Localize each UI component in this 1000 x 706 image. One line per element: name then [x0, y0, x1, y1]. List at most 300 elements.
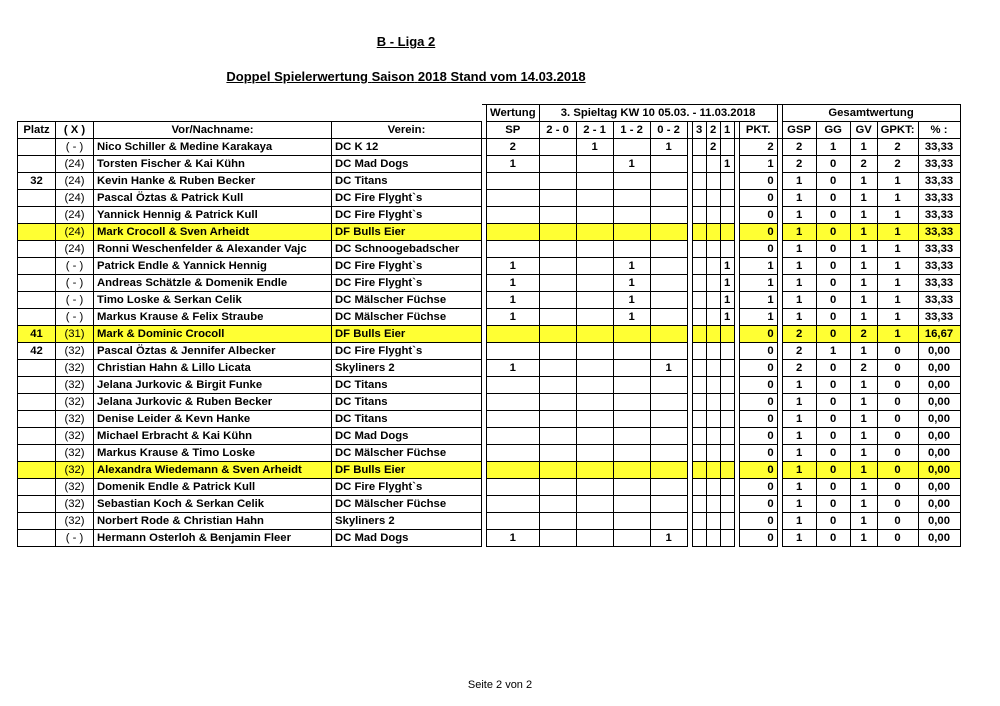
col-pct: % :	[918, 122, 960, 139]
cell-name: Yannick Hennig & Patrick Kull	[94, 207, 332, 224]
subtitle-part4: 2018	[417, 69, 447, 84]
cell-pct: 0,00	[918, 445, 960, 462]
cell-gpkt: 0	[877, 496, 918, 513]
cell-s21: 1	[576, 139, 613, 156]
cell-p3	[692, 326, 706, 343]
cell-s21	[576, 258, 613, 275]
cell-name: Norbert Rode & Christian Hahn	[94, 513, 332, 530]
cell-x: (24)	[56, 207, 94, 224]
cell-gg: 0	[816, 326, 850, 343]
cell-pkt: 0	[739, 377, 777, 394]
cell-platz	[18, 292, 56, 309]
cell-p2	[706, 513, 720, 530]
cell-p1	[720, 411, 734, 428]
cell-p1	[720, 428, 734, 445]
cell-s20	[539, 241, 576, 258]
cell-platz	[18, 241, 56, 258]
cell-s02	[650, 190, 687, 207]
cell-s02	[650, 173, 687, 190]
cell-platz: 32	[18, 173, 56, 190]
cell-name: Timo Loske & Serkan Celik	[94, 292, 332, 309]
cell-verein: DF Bulls Eier	[332, 462, 482, 479]
cell-p3	[692, 462, 706, 479]
header-gesamtwertung: Gesamtwertung	[782, 105, 960, 122]
cell-p2	[706, 411, 720, 428]
cell-gpkt: 1	[877, 309, 918, 326]
cell-p2	[706, 377, 720, 394]
cell-s21	[576, 309, 613, 326]
cell-x: (24)	[56, 173, 94, 190]
cell-p1	[720, 224, 734, 241]
cell-s12	[613, 377, 650, 394]
cell-gpkt: 0	[877, 445, 918, 462]
cell-p2	[706, 292, 720, 309]
col-pkt: PKT.	[739, 122, 777, 139]
cell-p3	[692, 139, 706, 156]
cell-pct: 0,00	[918, 411, 960, 428]
cell-gg: 0	[816, 462, 850, 479]
cell-pkt: 1	[739, 309, 777, 326]
cell-gg: 0	[816, 224, 850, 241]
cell-gpkt: 1	[877, 190, 918, 207]
cell-p3	[692, 479, 706, 496]
cell-s21	[576, 513, 613, 530]
cell-s02	[650, 377, 687, 394]
cell-pkt: 2	[739, 139, 777, 156]
cell-gpkt: 1	[877, 326, 918, 343]
cell-s02	[650, 156, 687, 173]
cell-p1	[720, 190, 734, 207]
cell-x: ( - )	[56, 139, 94, 156]
cell-p3	[692, 496, 706, 513]
cell-gpkt: 2	[877, 156, 918, 173]
cell-p3	[692, 445, 706, 462]
table-row	[18, 156, 961, 173]
cell-gpkt: 0	[877, 411, 918, 428]
table-row	[18, 445, 961, 462]
cell-pct: 0,00	[918, 479, 960, 496]
cell-platz	[18, 360, 56, 377]
cell-sp	[487, 241, 540, 258]
cell-x: (32)	[56, 479, 94, 496]
cell-s12	[613, 207, 650, 224]
cell-name: Mark Crocoll & Sven Arheidt	[94, 224, 332, 241]
cell-p3	[692, 207, 706, 224]
col-1-2: 1 - 2	[613, 122, 650, 139]
cell-gpkt: 1	[877, 224, 918, 241]
cell-pct: 0,00	[918, 513, 960, 530]
cell-p2	[706, 496, 720, 513]
header-wertung: Wertung	[487, 105, 540, 122]
cell-p3	[692, 173, 706, 190]
cell-x: (32)	[56, 445, 94, 462]
cell-p1: 1	[720, 292, 734, 309]
cell-s02	[650, 292, 687, 309]
cell-p3	[692, 530, 706, 547]
cell-s12: 1	[613, 275, 650, 292]
cell-gg: 1	[816, 343, 850, 360]
cell-platz	[18, 411, 56, 428]
cell-gv: 1	[850, 343, 877, 360]
cell-name: Mark & Dominic Crocoll	[94, 326, 332, 343]
cell-p2	[706, 173, 720, 190]
cell-s21	[576, 428, 613, 445]
cell-p2	[706, 343, 720, 360]
cell-s20	[539, 139, 576, 156]
cell-p3	[692, 394, 706, 411]
cell-gg: 0	[816, 275, 850, 292]
cell-p1	[720, 530, 734, 547]
cell-verein: DC Titans	[332, 377, 482, 394]
cell-platz	[18, 530, 56, 547]
cell-sp: 1	[487, 156, 540, 173]
cell-name: Sebastian Koch & Serkan Celik	[94, 496, 332, 513]
cell-sp	[487, 207, 540, 224]
cell-s21	[576, 207, 613, 224]
page-title: B - Liga 2	[376, 34, 436, 49]
cell-p1	[720, 377, 734, 394]
col-2-1: 2 - 1	[576, 122, 613, 139]
cell-gpkt: 0	[877, 428, 918, 445]
cell-s21	[576, 530, 613, 547]
table-row	[18, 207, 961, 224]
cell-name: Jelana Jurkovic & Ruben Becker	[94, 394, 332, 411]
cell-p1	[720, 326, 734, 343]
cell-gg: 0	[816, 309, 850, 326]
cell-gg: 1	[816, 139, 850, 156]
cell-x: (32)	[56, 496, 94, 513]
table-row	[18, 513, 961, 530]
cell-p3	[692, 343, 706, 360]
table-row	[18, 462, 961, 479]
cell-s12	[613, 360, 650, 377]
cell-gv: 1	[850, 258, 877, 275]
cell-p3	[692, 190, 706, 207]
cell-s20	[539, 309, 576, 326]
cell-s12	[613, 428, 650, 445]
cell-name: Alexandra Wiedemann & Sven Arheidt	[94, 462, 332, 479]
table-row	[18, 377, 961, 394]
cell-x: (32)	[56, 411, 94, 428]
cell-gsp: 1	[782, 428, 816, 445]
cell-s12: 1	[613, 292, 650, 309]
cell-s02	[650, 394, 687, 411]
cell-gsp: 1	[782, 309, 816, 326]
cell-pkt: 1	[739, 275, 777, 292]
cell-p2	[706, 479, 720, 496]
cell-platz: 41	[18, 326, 56, 343]
cell-gsp: 2	[782, 343, 816, 360]
cell-pct: 33,33	[918, 139, 960, 156]
cell-gv: 1	[850, 173, 877, 190]
cell-p1	[720, 360, 734, 377]
cell-x: (32)	[56, 462, 94, 479]
cell-platz	[18, 207, 56, 224]
cell-pct: 33,33	[918, 224, 960, 241]
cell-p3	[692, 360, 706, 377]
cell-platz	[18, 394, 56, 411]
cell-pct: 0,00	[918, 530, 960, 547]
cell-gg: 0	[816, 428, 850, 445]
cell-gsp: 1	[782, 411, 816, 428]
cell-sp	[487, 224, 540, 241]
cell-verein: DC Mad Dogs	[332, 428, 482, 445]
cell-p1	[720, 207, 734, 224]
cell-gg: 0	[816, 377, 850, 394]
cell-s12	[613, 173, 650, 190]
cell-sp	[487, 428, 540, 445]
cell-x: (32)	[56, 377, 94, 394]
cell-gg: 0	[816, 173, 850, 190]
cell-s20	[539, 326, 576, 343]
cell-pkt: 0	[739, 479, 777, 496]
cell-gv: 1	[850, 445, 877, 462]
cell-pct: 33,33	[918, 258, 960, 275]
cell-pkt: 0	[739, 394, 777, 411]
table-row	[18, 360, 961, 377]
col-1: 1	[720, 122, 734, 139]
cell-gv: 1	[850, 292, 877, 309]
cell-gsp: 1	[782, 462, 816, 479]
cell-pkt: 0	[739, 207, 777, 224]
col-0-2: 0 - 2	[650, 122, 687, 139]
cell-name: Pascal Öztas & Patrick Kull	[94, 190, 332, 207]
cell-s12	[613, 496, 650, 513]
cell-p1	[720, 343, 734, 360]
cell-pct: 0,00	[918, 360, 960, 377]
table-row	[18, 479, 961, 496]
cell-platz	[18, 190, 56, 207]
cell-gpkt: 1	[877, 258, 918, 275]
cell-s21	[576, 496, 613, 513]
cell-gsp: 1	[782, 479, 816, 496]
cell-gg: 0	[816, 292, 850, 309]
cell-x: (32)	[56, 360, 94, 377]
cell-gg: 0	[816, 496, 850, 513]
cell-pct: 0,00	[918, 462, 960, 479]
cell-s02	[650, 462, 687, 479]
cell-gpkt: 1	[877, 241, 918, 258]
cell-s12	[613, 394, 650, 411]
cell-name: Andreas Schätzle & Domenik Endle	[94, 275, 332, 292]
cell-gsp: 1	[782, 394, 816, 411]
cell-x: ( - )	[56, 258, 94, 275]
cell-pct: 33,33	[918, 207, 960, 224]
cell-gpkt: 0	[877, 479, 918, 496]
cell-p2	[706, 207, 720, 224]
cell-p2: 2	[706, 139, 720, 156]
cell-s12	[613, 326, 650, 343]
cell-gpkt: 0	[877, 360, 918, 377]
cell-gg: 0	[816, 241, 850, 258]
cell-p1	[720, 462, 734, 479]
cell-s21	[576, 292, 613, 309]
cell-verein: DC Fire Flyght`s	[332, 479, 482, 496]
cell-sp	[487, 326, 540, 343]
cell-s20	[539, 513, 576, 530]
cell-gg: 0	[816, 411, 850, 428]
col-2: 2	[706, 122, 720, 139]
cell-sp	[487, 343, 540, 360]
cell-s12	[613, 462, 650, 479]
cell-p1	[720, 513, 734, 530]
cell-x: ( - )	[56, 292, 94, 309]
table-row	[18, 173, 961, 190]
cell-s02	[650, 207, 687, 224]
cell-name: Christian Hahn & Lillo Licata	[94, 360, 332, 377]
cell-x: (24)	[56, 190, 94, 207]
cell-s02	[650, 411, 687, 428]
cell-p2	[706, 224, 720, 241]
cell-p3	[692, 275, 706, 292]
col-3: 3	[692, 122, 706, 139]
cell-platz: 42	[18, 343, 56, 360]
cell-verein: DC Mälscher Füchse	[332, 496, 482, 513]
cell-s20	[539, 207, 576, 224]
cell-pkt: 0	[739, 496, 777, 513]
cell-name: Ronni Weschenfelder & Alexander Vajc	[94, 241, 332, 258]
cell-gv: 2	[850, 360, 877, 377]
cell-s20	[539, 377, 576, 394]
cell-s02	[650, 275, 687, 292]
cell-verein: DC Titans	[332, 411, 482, 428]
cell-s12	[613, 530, 650, 547]
cell-pkt: 0	[739, 326, 777, 343]
cell-gsp: 1	[782, 530, 816, 547]
cell-verein: DC Mad Dogs	[332, 530, 482, 547]
cell-sp: 1	[487, 530, 540, 547]
cell-gpkt: 0	[877, 394, 918, 411]
cell-verein: DC Fire Flyght`s	[332, 275, 482, 292]
col-2-0: 2 - 0	[539, 122, 576, 139]
cell-sp	[487, 190, 540, 207]
cell-verein: DC Fire Flyght`s	[332, 207, 482, 224]
cell-s20	[539, 428, 576, 445]
cell-s02	[650, 496, 687, 513]
cell-p3	[692, 411, 706, 428]
cell-gsp: 2	[782, 139, 816, 156]
header-row-groups	[18, 105, 961, 122]
cell-s21	[576, 394, 613, 411]
cell-gg: 0	[816, 530, 850, 547]
col-platz: Platz	[18, 122, 56, 139]
cell-pkt: 0	[739, 462, 777, 479]
cell-gv: 1	[850, 309, 877, 326]
cell-sp: 1	[487, 258, 540, 275]
col-verein: Verein:	[332, 122, 482, 139]
cell-gv: 2	[850, 326, 877, 343]
col-name: Vor/Nachname:	[94, 122, 332, 139]
cell-s21	[576, 462, 613, 479]
cell-gg: 0	[816, 360, 850, 377]
cell-p1	[720, 241, 734, 258]
cell-x: (32)	[56, 394, 94, 411]
cell-s20	[539, 292, 576, 309]
cell-s21	[576, 360, 613, 377]
cell-pkt: 0	[739, 513, 777, 530]
cell-verein: DC Mälscher Füchse	[332, 309, 482, 326]
cell-gv: 1	[850, 207, 877, 224]
cell-p1: 1	[720, 156, 734, 173]
cell-gpkt: 0	[877, 377, 918, 394]
cell-s02	[650, 309, 687, 326]
cell-gsp: 2	[782, 326, 816, 343]
cell-p3	[692, 224, 706, 241]
cell-sp	[487, 445, 540, 462]
cell-verein: Skyliners 2	[332, 360, 482, 377]
cell-pkt: 0	[739, 411, 777, 428]
cell-gv: 1	[850, 377, 877, 394]
cell-gv: 1	[850, 411, 877, 428]
cell-gpkt: 1	[877, 275, 918, 292]
cell-s21	[576, 224, 613, 241]
cell-s12: 1	[613, 156, 650, 173]
cell-p2	[706, 156, 720, 173]
cell-s02	[650, 224, 687, 241]
cell-gv: 1	[850, 275, 877, 292]
cell-pkt: 0	[739, 343, 777, 360]
table-row	[18, 343, 961, 360]
cell-gg: 0	[816, 479, 850, 496]
cell-s20	[539, 224, 576, 241]
cell-pkt: 1	[739, 292, 777, 309]
cell-sp: 1	[487, 275, 540, 292]
cell-platz	[18, 309, 56, 326]
cell-s02: 1	[650, 530, 687, 547]
cell-gv: 1	[850, 241, 877, 258]
cell-s21	[576, 445, 613, 462]
cell-platz	[18, 479, 56, 496]
cell-platz	[18, 156, 56, 173]
cell-s02	[650, 479, 687, 496]
table-row	[18, 190, 961, 207]
cell-p3	[692, 513, 706, 530]
header-spieltag: 3. Spieltag KW 10 05.03. - 11.03.2018	[539, 105, 777, 122]
cell-gv: 1	[850, 394, 877, 411]
cell-gpkt: 0	[877, 462, 918, 479]
cell-x: (32)	[56, 428, 94, 445]
cell-gg: 0	[816, 207, 850, 224]
subtitle-part1: Doppel	[226, 69, 271, 84]
cell-gsp: 1	[782, 513, 816, 530]
cell-p1	[720, 496, 734, 513]
cell-pct: 0,00	[918, 377, 960, 394]
table-row	[18, 309, 961, 326]
cell-s21	[576, 190, 613, 207]
cell-s20	[539, 156, 576, 173]
page-footer: Seite 2 von 2	[467, 679, 533, 691]
cell-gsp: 1	[782, 377, 816, 394]
cell-sp	[487, 173, 540, 190]
cell-s02	[650, 343, 687, 360]
cell-gv: 1	[850, 479, 877, 496]
cell-s20	[539, 394, 576, 411]
cell-gg: 0	[816, 190, 850, 207]
cell-pct: 33,33	[918, 292, 960, 309]
cell-s12	[613, 479, 650, 496]
cell-gv: 1	[850, 530, 877, 547]
table-row	[18, 224, 961, 241]
cell-p2	[706, 309, 720, 326]
cell-x: (32)	[56, 343, 94, 360]
cell-p1: 1	[720, 309, 734, 326]
cell-s12	[613, 241, 650, 258]
cell-platz	[18, 462, 56, 479]
cell-gpkt: 0	[877, 530, 918, 547]
cell-pct: 33,33	[918, 275, 960, 292]
cell-gg: 0	[816, 394, 850, 411]
cell-p2	[706, 190, 720, 207]
